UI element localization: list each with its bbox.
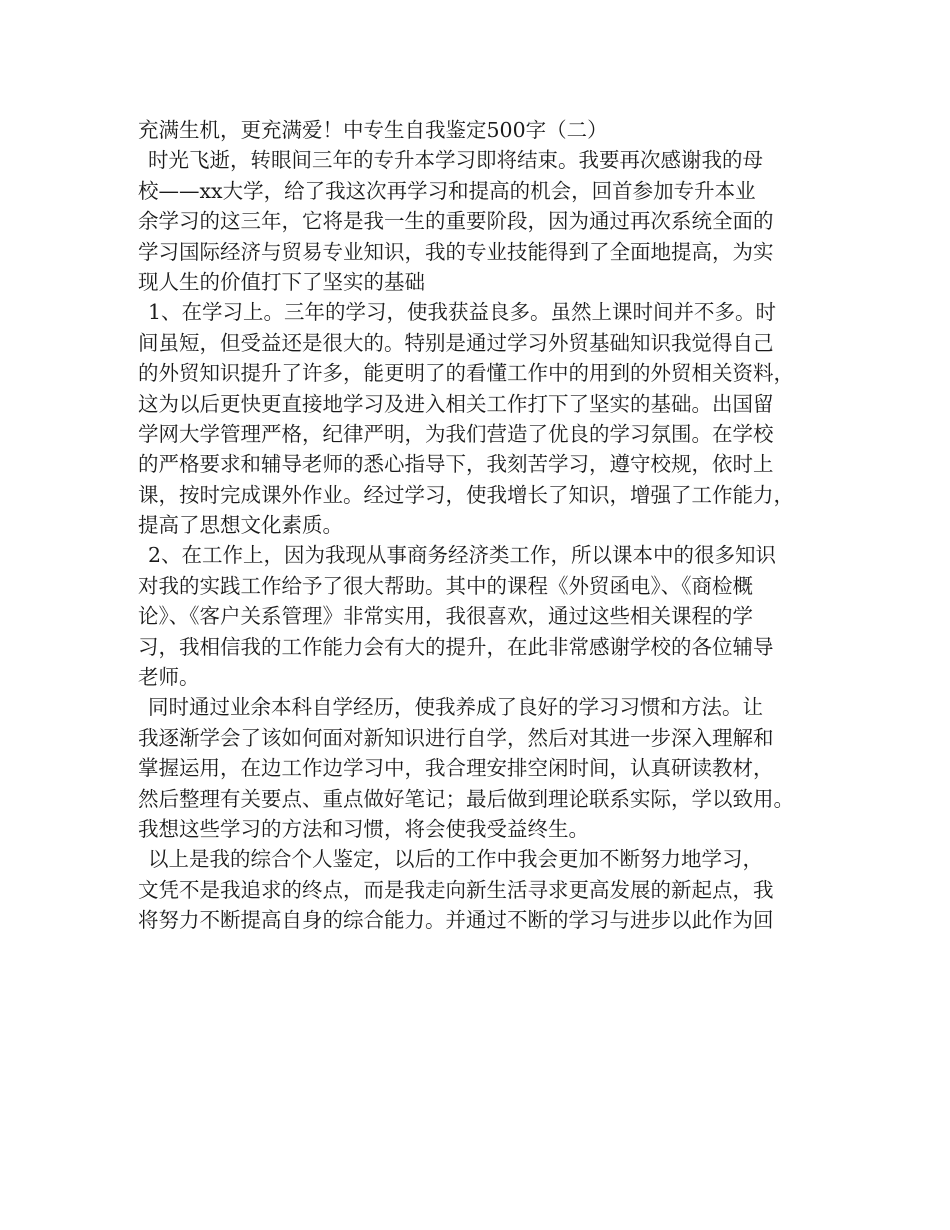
paragraph-4-line-5: 我想这些学习的方法和习惯，将会使我受益终生。 xyxy=(138,816,589,841)
paragraph-2-line-4: 这为以后更快更直接地学习及进入相关工作打下了坚实的基础。出国留 xyxy=(138,391,774,416)
paragraph-1-line-2: 校——xx大学，给了我这次再学习和提高的机会，回首参加专升本业 xyxy=(138,178,756,203)
paragraph-1-line-1: 时光飞逝，转眼间三年的专升本学习即将结束。我要再次感谢我的母 xyxy=(148,148,763,173)
paragraph-3-line-4: 习，我相信我的工作能力会有大的提升，在此非常感谢学校的各位辅导 xyxy=(138,634,774,659)
paragraph-1-line-3: 余学习的这三年，它将是我一生的重要阶段，因为通过再次系统全面的 xyxy=(138,209,774,234)
paragraph-3-line-5: 老师。 xyxy=(138,665,200,690)
paragraph-2-line-2: 间虽短，但受益还是很大的。特别是通过学习外贸基础知识我觉得自己 xyxy=(138,330,774,355)
paragraph-4-line-2: 我逐渐学会了该如何面对新知识进行自学，然后对其进一步深入理解和 xyxy=(138,725,774,750)
paragraph-4-line-4: 然后整理有关要点、重点做好笔记；最后做到理论联系实际，学以致用。 xyxy=(138,786,794,811)
paragraph-1-line-5: 现人生的价值打下了坚实的基础 xyxy=(138,269,425,294)
paragraph-2-line-6: 的严格要求和辅导老师的悉心指导下，我刻苦学习，遵守校规，依时上 xyxy=(138,452,774,477)
paragraph-2-line-8: 提高了思想文化素质。 xyxy=(138,513,343,538)
paragraph-1-line-4: 学习国际经济与贸易专业知识，我的专业技能得到了全面地提高，为实 xyxy=(138,239,774,264)
paragraph-3-line-1: 2、在工作上，因为我现从事商务经济类工作，所以课本中的很多知识 xyxy=(148,543,777,568)
paragraph-4-line-1: 同时通过业余本科自学经历，使我养成了良好的学习习惯和方法。让 xyxy=(148,695,763,720)
paragraph-3-line-3: 论》、《客户关系管理》非常实用，我很喜欢，通过这些相关课程的学 xyxy=(138,604,753,629)
paragraph-2-line-1: 1、在学习上。三年的学习，使我获益良多。虽然上课时间并不多。时 xyxy=(148,300,777,325)
paragraph-5-line-1: 以上是我的综合个人鉴定，以后的工作中我会更加不断努力地学习， xyxy=(148,847,763,872)
paragraph-2-line-5: 学网大学管理严格，纪律严明，为我们营造了优良的学习氛围。在学校 xyxy=(138,421,774,446)
paragraph-4-line-3: 掌握运用，在边工作边学习中，我合理安排空闲时间，认真研读教材， xyxy=(138,756,774,781)
paragraph-2-line-3: 的外贸知识提升了许多，能更明了的看懂工作中的用到的外贸相关资料， xyxy=(138,361,794,386)
document-title-line: 充满生机，更充满爱！中专生自我鉴定500字（二） xyxy=(138,118,608,142)
document-body xyxy=(138,115,838,936)
paragraph-3-line-2: 对我的实践工作给予了很大帮助。其中的课程《外贸函电》、《商检概 xyxy=(138,573,753,598)
paragraph-5-line-2: 文凭不是我追求的终点，而是我走向新生活寻求更高发展的新起点，我 xyxy=(138,877,774,902)
paragraph-2-line-7: 课，按时完成课外作业。经过学习，使我增长了知识，增强了工作能力， xyxy=(138,482,794,507)
paragraph-5-line-3: 将努力不断提高自身的综合能力。并通过不断的学习与进步以此作为回 xyxy=(138,908,774,933)
